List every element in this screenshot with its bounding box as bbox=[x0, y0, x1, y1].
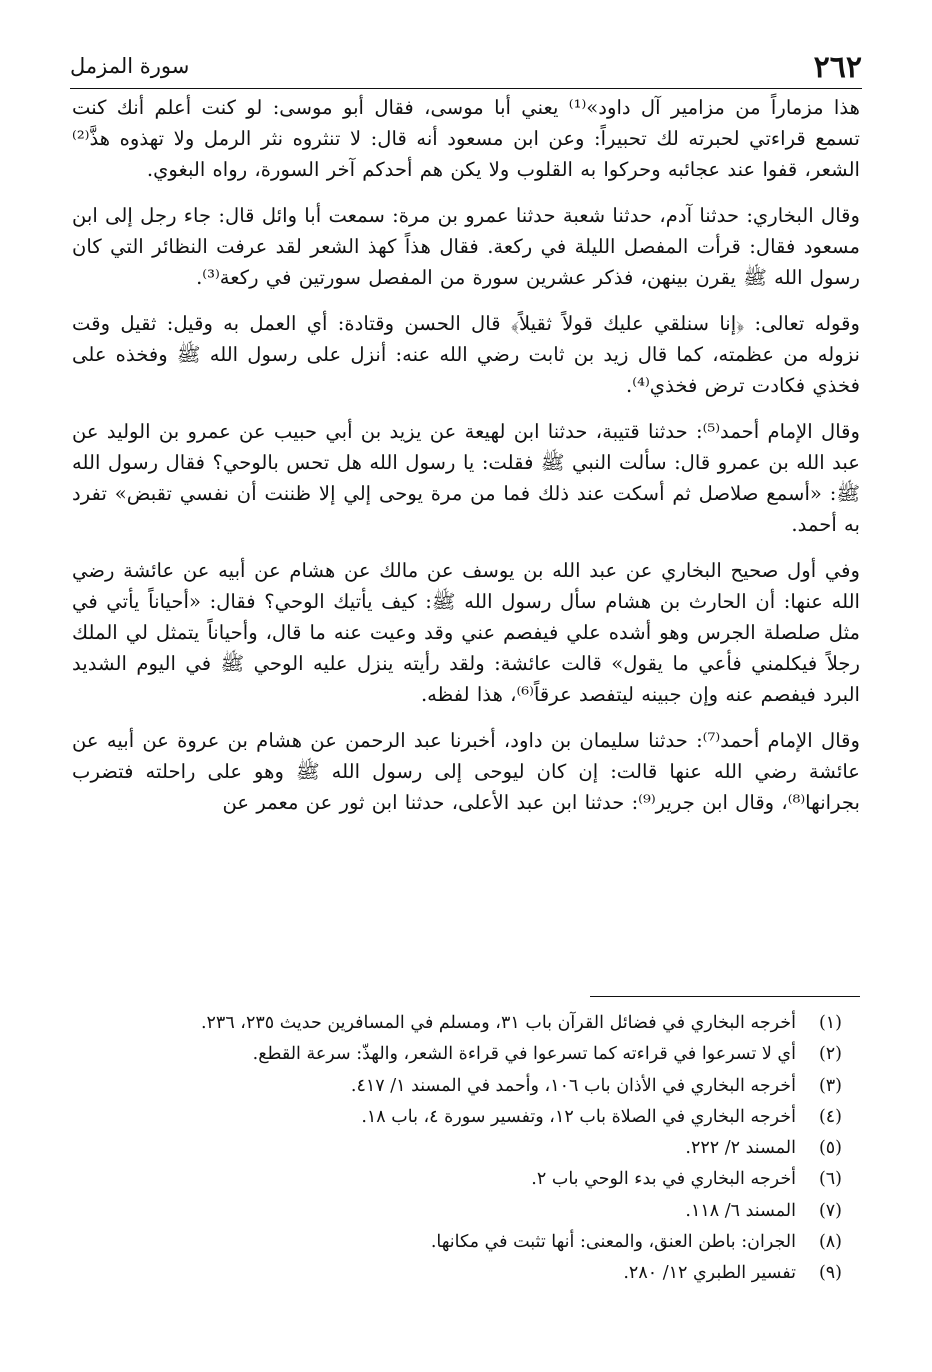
footnote-item bbox=[100, 1196, 842, 1227]
running-title: سورة المزمل bbox=[70, 54, 190, 78]
footnotes bbox=[100, 1008, 842, 1290]
footnote-number: (٢) bbox=[818, 1044, 842, 1065]
footnote-number: (٣) bbox=[818, 1075, 842, 1096]
page-number: ٢٦٢ bbox=[813, 50, 862, 85]
footnote-text: الجران: باطن العنق، والمعنى: أنها تثبت في مكانها. bbox=[430, 1232, 796, 1253]
footnote-item bbox=[100, 1008, 842, 1039]
footnote-text: المسند ٢/ ٢٢٢. bbox=[685, 1138, 796, 1159]
main-text bbox=[72, 92, 860, 833]
footnote-item bbox=[100, 1071, 842, 1102]
footnote-number: (٨) bbox=[818, 1232, 842, 1253]
paragraph: وقال الإمام أحمد⁽⁵⁾: حدثنا قتيبة، حدثنا ابن لهيعة عن يزيد بن أبي حبيب عن عمرو بن الوليد عن عبد الله بن عمرو قال: سألت النبي ﷺ فقلت: يا رسول الله هل تحس بالوحي؟ فقال رسول الله ﷺ: «أسمع صلاصل ثم أسكت عند ذلك فما من مرة يوحى إلي إلا ظننت أن نفسي تقبض» تفرد به أحمد. bbox=[72, 420, 861, 536]
footnote-item bbox=[100, 1133, 842, 1164]
paragraph: وقال البخاري: حدثنا آدم، حدثنا شعبة حدثنا عمرو بن مرة: سمعت أبا وائل قال: جاء رجل إلى ابن مسعود فقال: قرأت المفصل الليلة في ركعة. فقال هذاً كهذ الشعر لقد عرفت النظائر التي كان رسول الله ﷺ يقرن بينهن، فذكر عشرين سورة من المفصل سورتين في ركعة⁽³⁾. bbox=[72, 204, 860, 289]
footnote-item bbox=[100, 1164, 842, 1195]
footnote-item bbox=[100, 1258, 842, 1289]
footnote-divider bbox=[590, 996, 860, 997]
footnote-number: (٧) bbox=[818, 1200, 842, 1221]
paragraph: هذا مزماراً من مزامير آل داود»⁽¹⁾ يعني أبا موسى، فقال أبو موسى: لو كنت أعلم أنك كنت تسمع قراءتي لحبرته لك تحبيراً: وعن ابن مسعود أنه قال: لا تنثروه نثر الرمل ولا تهذوه هذَّ⁽²⁾ الشعر، قفوا عند عجائبه وحركوا به القلوب ولا يكن هم أحدكم آخر السورة، رواه البغوي. bbox=[72, 96, 860, 181]
footnote-number: (٦) bbox=[818, 1169, 842, 1190]
footnote-number: (٩) bbox=[818, 1263, 842, 1284]
footnote-number: (٤) bbox=[818, 1106, 842, 1127]
paragraph: وفي أول صحيح البخاري عن عبد الله بن يوسف عن مالك عن هشام عن أبيه عن عائشة رضي الله عنها: أن الحارث بن هشام سأل رسول الله ﷺ: كيف يأتيك الوحي؟ فقال: «أحياناً يأتي في مثل صلصلة الجرس وهو أشده علي فيفصم عني وقد وعيت عنه ما قال، وأحياناً يتمثل لي الملك رجلاً فيكلمني فأعي ما يقول» قالت عائشة: ولقد رأيته ينزل عليه الوحي ﷺ في اليوم الشديد البرد فيفصم عنه وإن جبينه ليتفصد عرقاً⁽⁶⁾، هذا لفظه. bbox=[72, 559, 860, 706]
footnote-text: أخرجه البخاري في الصلاة باب ١٢، وتفسير سورة ٤، باب ١٨. bbox=[361, 1106, 796, 1127]
footnote-text: أخرجه البخاري في بدء الوحي باب ٢. bbox=[531, 1169, 796, 1190]
paragraph: وقوله تعالى: ﴿إنا سنلقي عليك قولاً ثقيلاً﴾ قال الحسن وقتادة: أي العمل به وقيل: ثقيل وقت نزوله من عظمته، كما قال زيد بن ثابت رضي الله عنه: أنزل على رسول الله ﷺ وفخذه على فخذي فكادت ترض فخذي⁽⁴⁾. bbox=[72, 312, 860, 397]
footnote-number: (٥) bbox=[818, 1138, 842, 1159]
footnote-text: أخرجه البخاري في الأذان باب ١٠٦، وأحمد في المسند ١/ ٤١٧. bbox=[350, 1075, 796, 1096]
footnote-number: (١) bbox=[818, 1013, 842, 1033]
footnote-item bbox=[100, 1102, 842, 1133]
footnote-text: أخرجه البخاري في فضائل القرآن باب ٣١، ومسلم في المسافرين حديث ٢٣٥، ٢٣٦. bbox=[200, 1013, 796, 1033]
header-divider bbox=[70, 88, 862, 89]
page-header bbox=[70, 48, 862, 88]
footnote-text: المسند ٦/ ١١٨. bbox=[685, 1200, 796, 1221]
footnote-text: أي لا تسرعوا في قراءته كما تسرعوا في قراءة الشعر، والهذّ: سرعة القطع. bbox=[252, 1044, 796, 1065]
footnote-text: تفسير الطبري ١٢/ ٢٨٠. bbox=[623, 1263, 796, 1284]
footnote-item bbox=[100, 1227, 842, 1258]
footnote-item bbox=[100, 1039, 842, 1070]
paragraph: وقال الإمام أحمد⁽⁷⁾: حدثنا سليمان بن داود، أخبرنا عبد الرحمن عن هشام بن عروة عن أبيه عن عائشة رضي الله عنها قالت: إن كان ليوحى إلى رسول الله ﷺ وهو على راحلته فتضرب بجرانها⁽⁸⁾، وقال ابن جرير⁽⁹⁾: حدثنا ابن عبد الأعلى، حدثنا ابن ثور عن معمر عن bbox=[72, 729, 860, 814]
